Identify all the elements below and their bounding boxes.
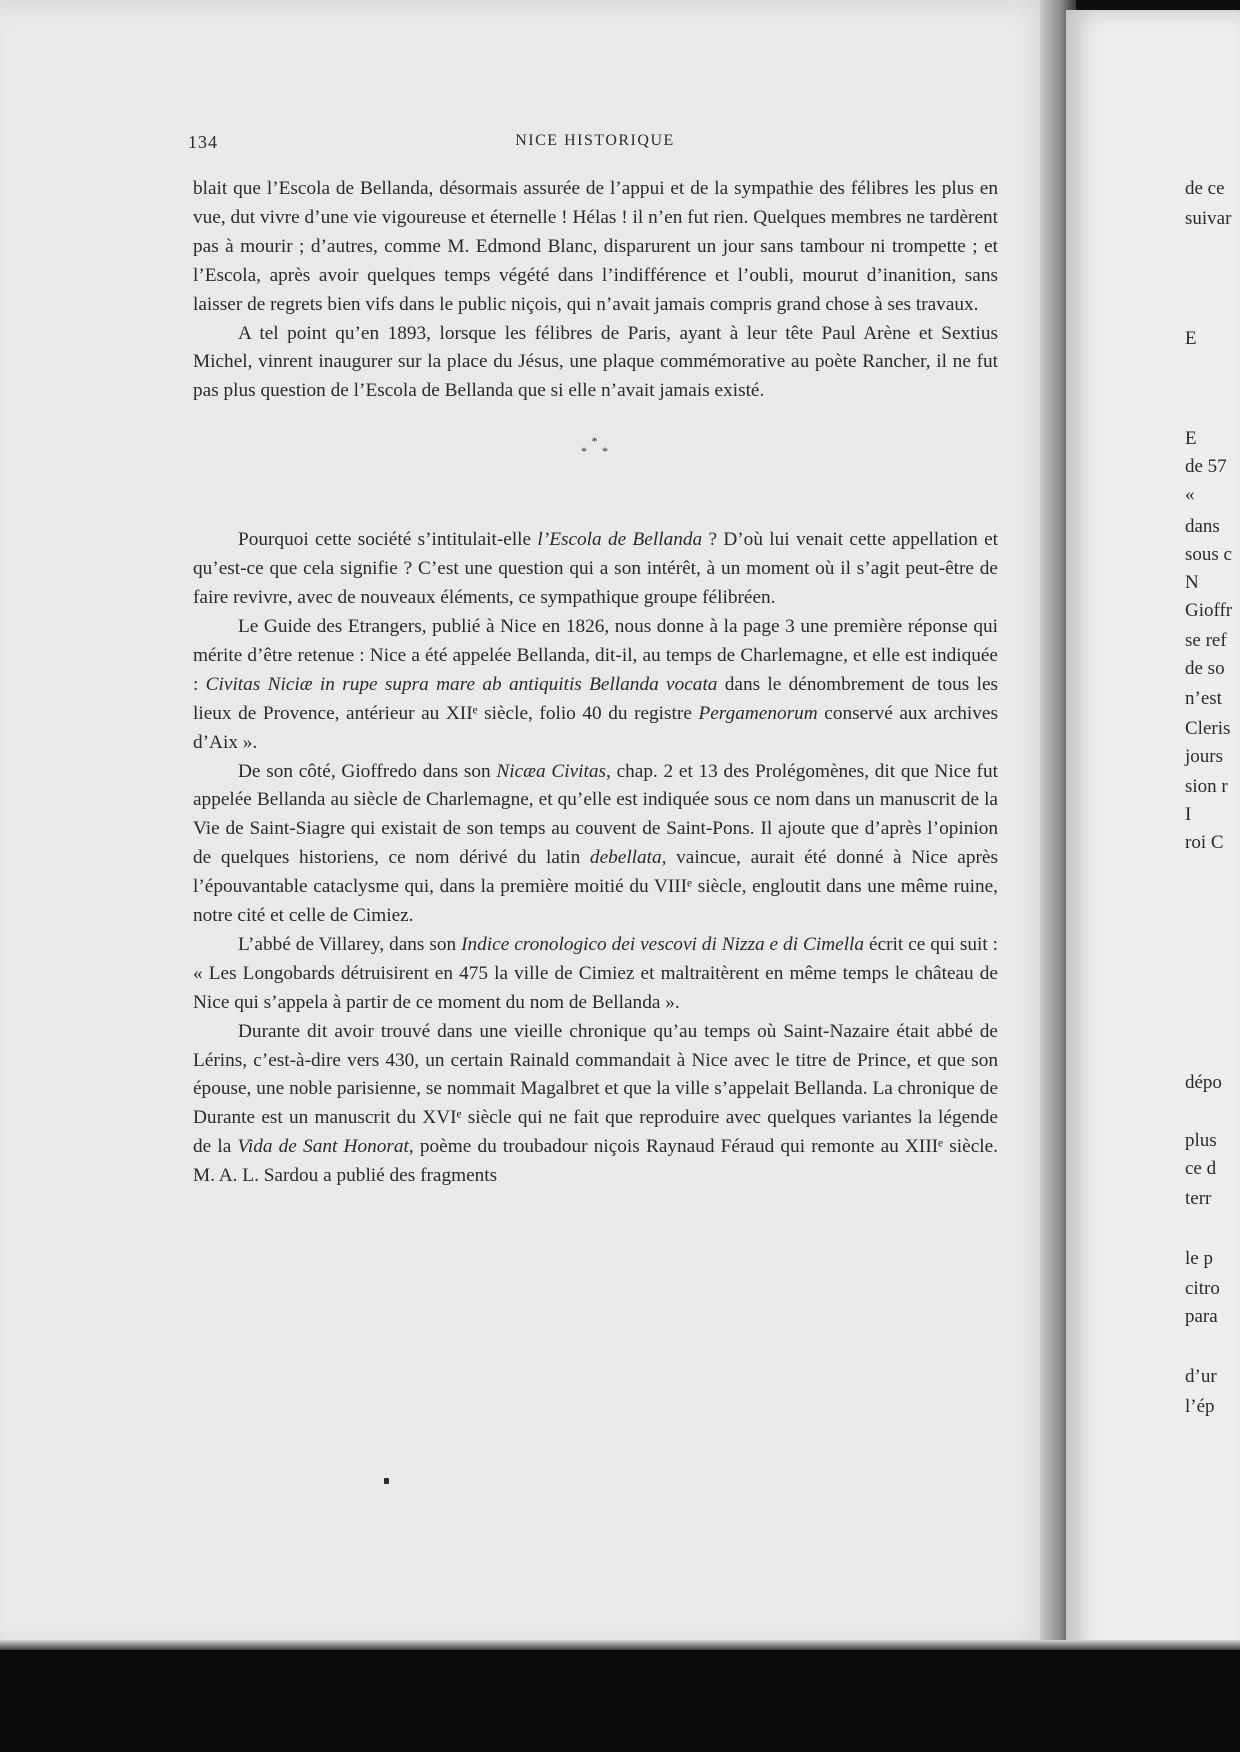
italic-run: debellata — [589, 847, 662, 869]
scanner-background — [0, 1650, 1240, 1752]
paragraph-3 — [193, 526, 998, 613]
text-run: , chap. 2 et 13 des Prolégomènes, dit que Nice fut appelée Bellanda au siècle de Charlemagne, et qu’elle est indiquée sous ce nom dans un manuscrit de la Vie de Saint-Siagre qui existait de son temps au couvent de Saint-Pons. Il ajoute que d’après l’opinion de quelques historiens, ce nom dérivé du latin — [193, 760, 998, 869]
text-run: L’abbé de Villarey, dans son — [238, 933, 462, 955]
right-page-fragment: N — [1185, 572, 1199, 593]
right-page-fragment: sion r — [1185, 776, 1228, 797]
right-page-fragment: jours — [1185, 746, 1223, 767]
page-body — [193, 175, 998, 1191]
text-run: Durante dit avoir trouvé dans une vieille chronique qu’au temps où Saint-Nazaire était abbé de Lérins, c’est-à-dire vers 430, un certain Rainald commandait à Nice avec le titre de Prince, et que son épouse, une noble parisienne, se nommait Magalbret et que la ville s’appelait Bellanda. La chronique de Durante est un manuscrit du XVIᵉ siècle qui ne fait que reproduire avec quelques variantes la légende de la — [193, 1020, 998, 1158]
asterism: * * * — [581, 434, 614, 459]
right-page-fragment: roi C — [1185, 832, 1224, 853]
paragraph-1: blait que l’Escola de Bellanda, désormais assurée de l’appui et de la sympathie des félibres les plus en vue, dut vivre d’une vie vigoureuse et éternelle ! Hélas ! il n’en fut rien. Quelques membres ne tardèrent pas à mourir ; d’autres, comme M. Edmond Blanc, disparurent un jour sans tambour ni trompette ; et l’Escola, après avoir quelques temps végété dans l’indifférence et l’oubli, mourut d’inanition, sans laisser de regrets bien vifs dans le public niçois, qui n’avait jamais compris grand chose à ses travaux. — [193, 178, 998, 315]
paragraph-5 — [193, 758, 998, 931]
right-page-fragment: para — [1185, 1306, 1218, 1327]
italic-run: Vida de Sant Honorat — [237, 1136, 409, 1158]
text-run: Pourquoi cette société s’intitulait-elle — [238, 529, 538, 551]
italic-run: l’Escola de Bellanda — [537, 529, 703, 551]
right-page-fragment: le p — [1185, 1248, 1213, 1269]
paragraph-4 — [193, 613, 998, 758]
right-page-fragment: Cleris — [1185, 718, 1231, 739]
text-run: écrit ce qui suit : « Les Longobards détruisirent en 475 la ville de Cimiez et maltraitèrent en même temps le château de Nice qui s’appela à partir de ce moment du nom de Bellanda ». — [193, 933, 998, 1013]
right-page-fragment: citro — [1185, 1278, 1220, 1299]
page-number: 134 — [188, 132, 218, 152]
text-run: , vaincue, aurait été donné à Nice après l’épouvantable cataclysme qui, dans la première moitié du VIIIᵉ siècle, engloutit dans une même ruine, notre cité et celle de Cimiez. — [193, 847, 998, 927]
right-page-fragment: E — [1185, 328, 1197, 349]
right-page-fragment: terr — [1185, 1188, 1212, 1209]
text-run: , poème du troubadour niçois Raynaud Féraud qui remonte au XIIIᵉ siècle. M. A. L. Sardou a publié des fragments — [193, 1136, 998, 1187]
text-run: dans le dénombrement de tous les lieux de Provence, antérieur au XIIᵉ siècle, folio 40 du registre — [193, 673, 999, 724]
right-page-fragment: l’ép — [1185, 1396, 1215, 1417]
right-page-fragment: suivar — [1185, 208, 1232, 229]
paragraph-6 — [193, 931, 998, 1018]
right-page-fragment: I — [1185, 804, 1192, 825]
text-run: conservé aux archives d’Aix ». — [193, 702, 998, 753]
section-break — [193, 406, 998, 526]
ink-dot — [384, 1478, 389, 1484]
right-page-fragment: « — [1185, 484, 1195, 505]
text-run: ? D’où lui venait cette appellation et qu’est-ce que cela signifie ? C’est une question qui a son intérêt, à un moment où il s’agit peut-être de faire revivre, avec de nouveaux éléments, ce sympathique groupe félibréen. — [193, 529, 998, 609]
right-page-fragment: plus — [1185, 1130, 1217, 1151]
running-title: NICE HISTORIQUE — [515, 132, 675, 149]
right-page-fragment: E — [1185, 428, 1197, 449]
paragraph-7 — [193, 1018, 998, 1191]
italic-run: Nicæa Civitas — [496, 760, 607, 782]
right-page-fragment: d’ur — [1185, 1366, 1217, 1387]
right-page-fragment: dans — [1185, 516, 1220, 537]
paragraph-2: A tel point qu’en 1893, lorsque les félibres de Paris, ayant à leur tête Paul Arène et Sextius Michel, vinrent inaugurer sur la place du Jésus, une plaque commémorative au poète Rancher, il ne fut pas plus question de l’Escola de Bellanda que si elle n’avait jamais existé. — [193, 322, 998, 402]
right-page-fragment: ce d — [1185, 1158, 1217, 1179]
right-page-fragment: Gioffr — [1185, 600, 1233, 621]
text-run: De son côté, Gioffredo dans son — [238, 760, 497, 782]
right-page-fragment: dépo — [1185, 1072, 1222, 1093]
right-page-fragment: de so — [1185, 658, 1225, 679]
right-page-fragment: de ce — [1185, 178, 1225, 199]
right-page-fragment: de 57 — [1185, 456, 1227, 477]
italic-run: Indice cronologico dei vescovi di Nizza e di Cimella — [461, 933, 865, 955]
italic-run: Pergamenorum — [698, 702, 818, 724]
right-page-fragment: n’est — [1185, 688, 1222, 709]
text-run: Le Guide des Etrangers, publié à Nice en 1826, nous donne à la page 3 une première réponse qui mérite d’être retenue : Nice a été appelée Bellanda, dit-il, au temps de Charlemagne, et elle est indiquée : — [193, 615, 998, 695]
right-page-fragment: sous c — [1185, 544, 1232, 565]
right-page-fragment: se ref — [1185, 630, 1227, 651]
italic-run: Civitas Niciæ in rupe supra mare ab antiquitis Bellanda vocata — [205, 673, 718, 695]
